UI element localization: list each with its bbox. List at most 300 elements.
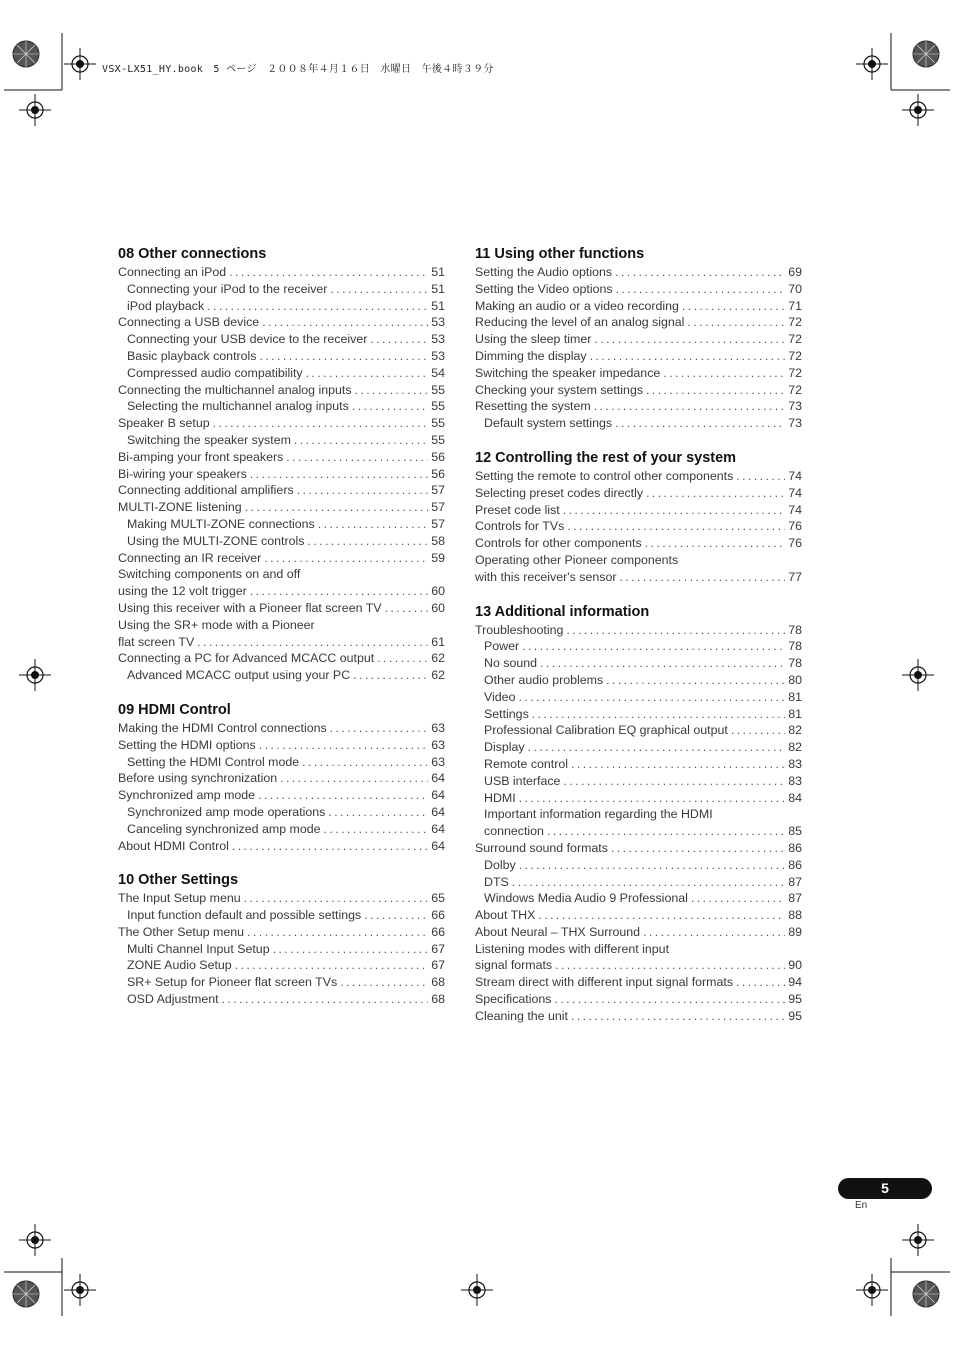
toc-entry[interactable] <box>118 550 445 567</box>
entry-title: connection <box>484 824 544 839</box>
entry-title: with this receiver's sensor <box>475 569 617 584</box>
toc-entry[interactable] <box>118 787 445 804</box>
entry-title: Professional Calibration EQ graphical output <box>484 723 728 738</box>
entry-title: Setting the Audio options <box>475 265 613 279</box>
entry-page: 61 <box>431 634 445 649</box>
toc-entry[interactable] <box>118 583 445 600</box>
toc-entry[interactable] <box>118 720 445 737</box>
toc-entry[interactable] <box>475 638 802 655</box>
entry-page: 57 <box>431 483 445 498</box>
entry-title: Switching components on and off <box>118 567 301 582</box>
leader-dots <box>616 281 786 298</box>
leader-dots <box>297 482 429 499</box>
entry-title: Setting the Video options <box>475 281 613 296</box>
leader-dots <box>687 314 785 331</box>
entry-page: 66 <box>431 908 445 923</box>
entry-page: 76 <box>788 536 802 551</box>
toc-entry[interactable] <box>118 298 445 315</box>
toc-entry[interactable] <box>475 468 802 485</box>
leader-dots <box>519 790 786 807</box>
toc-entry[interactable] <box>118 398 445 415</box>
toc-entry[interactable] <box>475 672 802 689</box>
entry-page: 64 <box>431 838 445 853</box>
leader-dots <box>645 535 786 552</box>
entry-page: 69 <box>788 265 802 279</box>
leader-dots <box>594 398 786 415</box>
entry-title: Connecting a USB device <box>118 315 260 330</box>
entry-title: The Input Setup menu <box>118 891 241 906</box>
toc-entry[interactable] <box>118 991 445 1008</box>
toc-entry[interactable] <box>118 331 445 348</box>
toc-entry[interactable] <box>118 650 445 667</box>
entry-page: 72 <box>788 382 802 397</box>
entry-title: Controls for TVs <box>475 519 565 534</box>
toc-entry[interactable] <box>475 485 802 502</box>
toc-entry[interactable] <box>475 622 802 639</box>
toc-entry[interactable] <box>475 739 802 756</box>
leader-dots <box>259 348 428 365</box>
entry-page: 55 <box>431 416 445 431</box>
entry-title: About HDMI Control <box>118 838 229 853</box>
entry-title: Using the MULTI-ZONE controls <box>127 533 305 548</box>
entry-page: 67 <box>431 958 445 973</box>
section-title: 12 Controlling the rest of your system <box>475 449 737 466</box>
leader-dots <box>280 770 428 787</box>
toc-entry[interactable] <box>118 907 445 924</box>
toc-entry[interactable] <box>118 957 445 974</box>
entry-page: 86 <box>788 857 802 872</box>
entry-title: signal formats <box>475 958 553 973</box>
entry-title: Switching the speaker system <box>127 432 291 447</box>
toc-entry[interactable] <box>475 806 802 823</box>
entry-title: Switching the speaker impedance <box>475 365 661 380</box>
leader-dots <box>222 991 429 1008</box>
entry-page: 76 <box>788 519 802 534</box>
entry-page: 64 <box>431 788 445 803</box>
toc-entry[interactable] <box>118 667 445 684</box>
entry-title: Canceling synchronized amp mode <box>127 821 321 836</box>
toc-entry[interactable] <box>475 281 802 298</box>
entry-title: Windows Media Audio 9 Professional <box>484 891 688 906</box>
entry-page: 88 <box>788 908 802 923</box>
entry-title: Using the sleep timer <box>475 332 592 347</box>
leader-dots <box>736 468 785 485</box>
entry-title: HDMI <box>484 790 516 805</box>
leader-dots <box>370 331 428 348</box>
toc-section <box>118 870 445 1008</box>
section-title: 11 Using other functions <box>475 246 645 262</box>
toc-entry[interactable] <box>475 874 802 891</box>
toc-entry[interactable] <box>475 924 802 941</box>
toc-entry[interactable] <box>118 281 445 298</box>
leader-dots <box>594 331 785 348</box>
toc-entry[interactable] <box>475 365 802 382</box>
entry-page: 63 <box>431 720 445 735</box>
entry-title: Speaker B setup <box>118 416 210 431</box>
toc-entry[interactable] <box>118 533 445 550</box>
entry-page: 62 <box>431 651 445 666</box>
leader-dots <box>566 622 785 639</box>
toc-section <box>475 244 802 432</box>
entry-page: 83 <box>788 773 802 788</box>
entry-page: 78 <box>788 656 802 671</box>
language-label: En <box>855 1200 868 1211</box>
toc-entry[interactable] <box>118 516 445 533</box>
leader-dots <box>691 890 785 907</box>
entry-page: 73 <box>788 399 802 414</box>
entry-title: Multi Channel Input Setup <box>127 941 270 956</box>
entry-title: Display <box>484 740 525 755</box>
entry-title: Before using synchronization <box>118 771 278 786</box>
leader-dots <box>197 634 428 651</box>
entry-title: Setting the remote to control other components <box>475 468 734 483</box>
leader-dots <box>213 415 429 432</box>
leader-dots <box>258 787 428 804</box>
entry-page: 60 <box>431 584 445 599</box>
entry-page: 81 <box>788 689 802 704</box>
toc-entry[interactable] <box>118 499 445 516</box>
entry-title: Other audio problems <box>484 672 604 687</box>
entry-title: Making an audio or a video recording <box>475 298 679 313</box>
entry-title: About Neural – THX Surround <box>475 924 641 939</box>
entry-page: 85 <box>788 824 802 839</box>
toc-entry[interactable] <box>118 600 445 617</box>
toc-entry[interactable] <box>118 754 445 771</box>
leader-dots <box>590 348 786 365</box>
leader-dots <box>364 907 428 924</box>
toc-entry[interactable] <box>475 535 802 552</box>
section-title: 08 Other connections <box>118 246 267 262</box>
leader-dots <box>294 432 428 449</box>
entry-title: Controls for other components <box>475 536 642 551</box>
toc-entry[interactable] <box>475 1008 802 1025</box>
toc-entry[interactable] <box>475 756 802 773</box>
entry-title: Specifications <box>475 992 552 1007</box>
leader-dots <box>302 754 428 771</box>
entry-title: Settings <box>484 706 529 721</box>
leader-dots <box>306 365 429 382</box>
entry-page: 55 <box>431 432 445 447</box>
entry-page: 73 <box>788 416 802 431</box>
entry-page: 53 <box>431 315 445 330</box>
entry-title: MULTI-ZONE listening <box>118 500 242 515</box>
leader-dots <box>244 890 429 907</box>
toc-entry[interactable] <box>118 770 445 787</box>
entry-page: 72 <box>788 348 802 363</box>
toc-entry[interactable] <box>475 331 802 348</box>
entry-page: 59 <box>431 550 445 565</box>
entry-page: 84 <box>788 790 802 805</box>
toc-entry[interactable] <box>118 617 445 634</box>
section-title: 09 HDMI Control <box>118 701 231 718</box>
leader-dots <box>606 672 785 689</box>
entry-title: The Other Setup menu <box>118 924 245 939</box>
entry-page: 51 <box>431 281 445 296</box>
toc-entry[interactable] <box>118 804 445 821</box>
toc-section <box>118 244 445 684</box>
toc-section <box>475 602 802 1025</box>
toc-entry[interactable] <box>118 365 445 382</box>
toc-entry[interactable] <box>475 502 802 519</box>
entry-page: 81 <box>788 706 802 721</box>
toc-entry[interactable] <box>475 706 802 723</box>
entry-page: 71 <box>788 298 802 313</box>
entry-page: 64 <box>431 804 445 819</box>
leader-dots <box>262 314 428 331</box>
toc-entry[interactable] <box>475 298 802 315</box>
toc-entry[interactable] <box>475 569 802 586</box>
entry-title: Resetting the system <box>475 399 591 414</box>
toc-entry[interactable] <box>475 907 802 924</box>
toc-entry[interactable] <box>475 552 802 569</box>
leader-dots <box>547 823 785 840</box>
toc-entry[interactable] <box>475 773 802 790</box>
entry-page: 64 <box>431 821 445 836</box>
leader-dots <box>646 382 785 399</box>
entry-title: Connecting the multichannel analog inputs <box>118 382 352 397</box>
entry-page: 80 <box>788 672 802 687</box>
entry-title: Setting the HDMI options <box>118 737 256 752</box>
entry-page: 70 <box>788 281 802 296</box>
toc-entry[interactable] <box>475 790 802 807</box>
leader-dots <box>619 569 785 586</box>
entry-page: 90 <box>788 958 802 973</box>
entry-page: 82 <box>788 723 802 738</box>
toc-entry[interactable] <box>475 722 802 739</box>
entry-title: Making the HDMI Control connections <box>118 720 327 735</box>
leader-dots <box>340 974 428 991</box>
entry-page: 68 <box>431 975 445 990</box>
entry-title: Input function default and possible settings <box>127 908 362 923</box>
entry-page: 57 <box>431 516 445 531</box>
entry-title: Connecting an IR receiver <box>118 550 262 565</box>
entry-page: 87 <box>788 874 802 889</box>
toc-entry[interactable] <box>475 840 802 857</box>
leader-dots <box>736 974 785 991</box>
leader-dots <box>528 739 786 756</box>
leader-dots <box>235 957 429 974</box>
toc-entry[interactable] <box>475 264 802 281</box>
toc-entry[interactable] <box>118 415 445 432</box>
leader-dots <box>385 600 429 617</box>
leader-dots <box>615 264 785 281</box>
entry-page: 54 <box>431 365 445 380</box>
entry-page: 62 <box>431 668 445 683</box>
entry-page: 74 <box>788 468 802 483</box>
entry-page: 55 <box>431 399 445 414</box>
toc-entry[interactable] <box>118 348 445 365</box>
entry-title: USB interface <box>484 773 561 788</box>
entry-page: 74 <box>788 485 802 500</box>
entry-page: 57 <box>431 500 445 515</box>
toc-entry[interactable] <box>118 941 445 958</box>
leader-dots <box>519 857 786 874</box>
entry-title: Power <box>484 639 520 654</box>
leader-dots <box>571 1008 785 1025</box>
entry-page: 94 <box>788 975 802 990</box>
entry-title: No sound <box>484 656 538 671</box>
entry-title: Synchronized amp mode operations <box>127 804 326 819</box>
entry-page: 56 <box>431 466 445 481</box>
entry-title: flat screen TV <box>118 634 195 649</box>
toc-entry[interactable] <box>118 449 445 466</box>
leader-dots <box>522 638 785 655</box>
toc-entry[interactable] <box>118 466 445 483</box>
toc-entry[interactable] <box>118 890 445 907</box>
toc-entry[interactable] <box>475 857 802 874</box>
toc-entry[interactable] <box>475 382 802 399</box>
toc-entry[interactable] <box>475 655 802 672</box>
entry-page: 82 <box>788 740 802 755</box>
leader-dots <box>555 957 785 974</box>
entry-page: 78 <box>788 639 802 654</box>
leader-dots <box>540 655 785 672</box>
toc-entry[interactable] <box>475 991 802 1008</box>
entry-title: Listening modes with different input <box>475 941 670 956</box>
leader-dots <box>330 720 429 737</box>
entry-page: 60 <box>431 600 445 615</box>
toc-entry[interactable] <box>118 432 445 449</box>
entry-title: Dimming the display <box>475 348 587 363</box>
entry-page: 72 <box>788 332 802 347</box>
entry-page: 83 <box>788 756 802 771</box>
entry-title: Basic playback controls <box>127 348 257 363</box>
leader-dots <box>567 518 785 535</box>
toc-entry[interactable] <box>475 348 802 365</box>
toc-entry[interactable] <box>118 974 445 991</box>
entry-title: OSD Adjustment <box>127 992 219 1007</box>
entry-page: 72 <box>788 315 802 330</box>
leader-dots <box>377 650 428 667</box>
entry-page: 58 <box>431 533 445 548</box>
leader-dots <box>259 737 428 754</box>
entry-page: 53 <box>431 332 445 347</box>
leader-dots <box>250 583 428 600</box>
toc-column-right <box>475 244 802 1041</box>
toc-entry[interactable] <box>475 689 802 706</box>
entry-title: Compressed audio compatibility <box>127 365 303 380</box>
entry-title: Troubleshooting <box>475 622 564 637</box>
toc-entry[interactable] <box>475 415 802 432</box>
entry-title: Stream direct with different input signal formats <box>475 975 734 990</box>
entry-page: 77 <box>788 569 802 584</box>
entry-title: Setting the HDMI Control mode <box>127 754 300 769</box>
entry-page: 78 <box>788 622 802 637</box>
entry-title: Checking your system settings <box>475 382 644 397</box>
leader-dots <box>355 382 429 399</box>
leader-dots <box>229 264 428 281</box>
leader-dots <box>563 502 785 519</box>
entry-title: using the 12 volt trigger <box>118 584 247 599</box>
leader-dots <box>538 907 785 924</box>
entry-page: 66 <box>431 924 445 939</box>
entry-title: Surround sound formats <box>475 840 608 855</box>
entry-page: 63 <box>431 737 445 752</box>
toc-entry[interactable] <box>118 566 445 583</box>
leader-dots <box>532 706 785 723</box>
toc-entry[interactable] <box>475 314 802 331</box>
leader-dots <box>643 924 785 941</box>
leader-dots <box>682 298 785 315</box>
leader-dots <box>307 533 428 550</box>
toc-entry[interactable] <box>475 974 802 991</box>
leader-dots <box>318 516 428 533</box>
entry-title: Using this receiver with a Pioneer flat screen TV <box>118 600 382 615</box>
leader-dots <box>518 689 785 706</box>
toc-entry[interactable] <box>118 737 445 754</box>
leader-dots <box>554 991 785 1008</box>
toc-entry[interactable] <box>118 314 445 331</box>
entry-page: 56 <box>431 449 445 464</box>
entry-title: Advanced MCACC output using your PC <box>127 668 351 683</box>
leader-dots <box>245 499 429 516</box>
toc-section <box>475 448 802 586</box>
leader-dots <box>324 821 429 838</box>
entry-page: 63 <box>431 754 445 769</box>
entry-title: Connecting additional amplifiers <box>118 483 294 498</box>
entry-page: 51 <box>431 265 445 279</box>
toc-entry[interactable] <box>118 382 445 399</box>
toc-entry[interactable] <box>118 821 445 838</box>
entry-title: Connecting a PC for Advanced MCACC output <box>118 651 375 666</box>
section-title: 10 Other Settings <box>118 872 239 889</box>
leader-dots <box>646 485 785 502</box>
toc-entry[interactable] <box>475 823 802 840</box>
leader-dots <box>352 398 428 415</box>
leader-dots <box>571 756 785 773</box>
print-header: VSX-LX51_HY.book 5 ページ ２００８年４月１６日 水曜日 午後４時３９分 <box>102 64 494 75</box>
toc-entry[interactable] <box>475 941 802 958</box>
entry-page: 67 <box>431 941 445 956</box>
entry-title: Important information regarding the HDMI <box>484 807 713 822</box>
section-title: 13 Additional information <box>475 603 650 620</box>
entry-title: Selecting the multichannel analog inputs <box>127 399 349 414</box>
entry-page: 89 <box>788 924 802 939</box>
toc-entry[interactable] <box>118 838 445 855</box>
entry-page: 87 <box>788 891 802 906</box>
leader-dots <box>330 281 428 298</box>
entry-title: Connecting an iPod <box>118 265 227 279</box>
entry-title: Using the SR+ mode with a Pioneer <box>118 617 315 632</box>
toc-entry[interactable] <box>475 398 802 415</box>
entry-page: 64 <box>431 771 445 786</box>
leader-dots <box>207 298 428 315</box>
entry-title: SR+ Setup for Pioneer flat screen TVs <box>127 975 338 990</box>
toc-entry[interactable] <box>118 924 445 941</box>
toc-entry[interactable] <box>475 890 802 907</box>
toc-entry[interactable] <box>118 634 445 651</box>
leader-dots <box>512 874 785 891</box>
leader-dots <box>232 838 428 855</box>
toc-entry[interactable] <box>475 518 802 535</box>
leader-dots <box>611 840 785 857</box>
entry-page: 51 <box>431 298 445 313</box>
entry-title: ZONE Audio Setup <box>127 958 232 973</box>
leader-dots <box>273 941 429 958</box>
entry-page: 86 <box>788 840 802 855</box>
entry-title: Operating other Pioneer components <box>475 552 679 567</box>
entry-title: Bi-wiring your speakers <box>118 466 247 481</box>
entry-title: Dolby <box>484 857 516 872</box>
entry-page: 72 <box>788 365 802 380</box>
leader-dots <box>250 466 428 483</box>
toc-entry[interactable] <box>118 482 445 499</box>
entry-title: Making MULTI-ZONE connections <box>127 516 315 531</box>
leader-dots <box>353 667 428 684</box>
toc-section <box>118 700 445 854</box>
toc-entry[interactable] <box>475 957 802 974</box>
toc-entry[interactable] <box>118 264 445 281</box>
